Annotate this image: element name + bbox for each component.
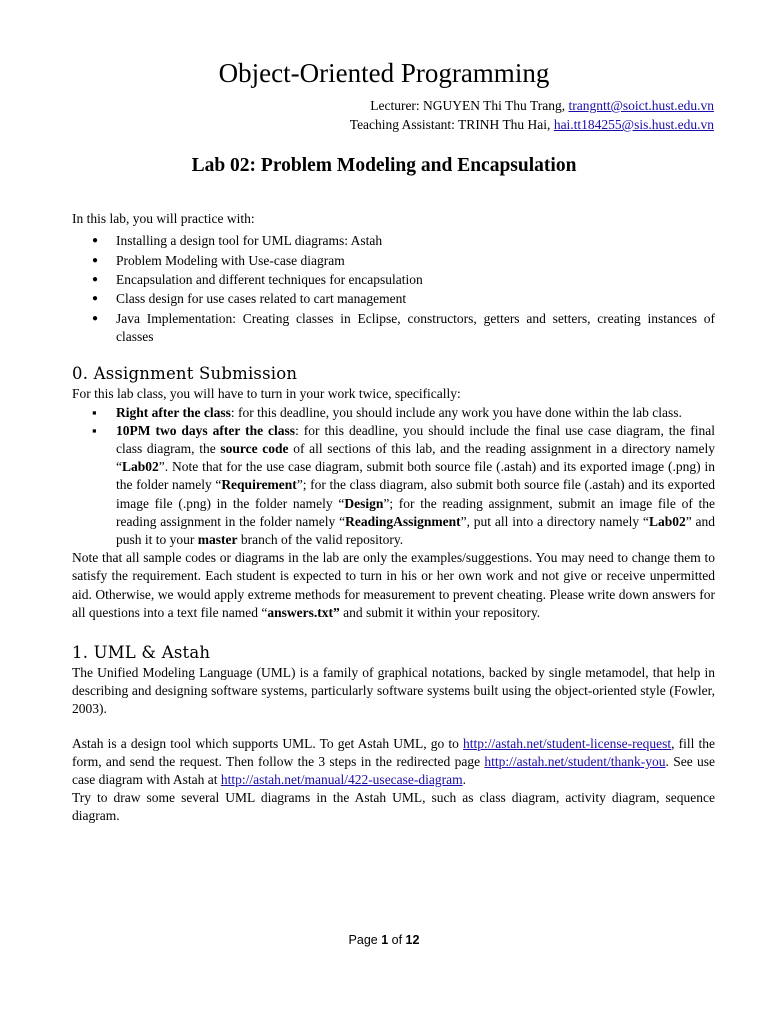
text: of all sections of this lab, and the reading assignment in a directory namely “ [116, 440, 716, 475]
text: and submit it within your repository. [339, 604, 541, 620]
usecase-manual-link[interactable]: http://astah.net/manual/422-usecase-diagram [220, 772, 463, 788]
list-item: ● Installing a design tool for UML diagrams: Astah [72, 232, 715, 250]
text: . See use case diagram with Astah at [72, 753, 715, 788]
author-block [350, 96, 714, 134]
list-item: ● Java Implementation: Creating classes in Eclipse, constructors, getters and setters, creating instances of classes [72, 310, 715, 346]
text: , fill the form, and send the request. Then follow the 3 steps in the redirected page [72, 735, 715, 769]
uml-paragraph: The Unified Modeling Language (UML) is a family of graphical notations, backed by single metamodel, that help in describing and designing software systems, particularly software systems built using the object-oriented style (Fowler, 2003). [72, 665, 715, 717]
text: master [197, 531, 238, 547]
section-0-heading: 0. Assignment Submission [72, 364, 298, 384]
list-item [72, 422, 715, 549]
lab-title: Lab 02: Problem Modeling and Encapsulation [191, 155, 577, 176]
page-total: 12 [405, 933, 420, 947]
deadline-1-text: : for this deadline, you should include any work you have done within the lab class. [230, 404, 682, 420]
page-word: Page [348, 933, 382, 947]
text: ReadingAssignment [345, 513, 461, 529]
ta-email-link[interactable]: hai.tt184255@sis.hust.edu.vn [553, 117, 714, 132]
section-0-lead: For this lab class, you will have to turn in your work twice, specifically: [72, 386, 461, 402]
of-word: of [388, 933, 406, 947]
text: Astah is a design tool which supports UML. To get Astah UML, go to [72, 735, 464, 751]
text: branch of the valid repository. [237, 531, 404, 547]
text: source code [220, 440, 289, 456]
try-paragraph: Try to draw some several UML diagrams in the Astah UML, such as class diagram, activity diagram, sequence diagram. [72, 790, 715, 824]
list-item: ● Problem Modeling with Use-case diagram [72, 252, 715, 270]
ta-line [350, 115, 714, 134]
page-number: 1 [381, 933, 389, 947]
text: ”; for the class diagram, also submit both source file (.astah) and its exported image file (.png) in the folder namely “ [116, 477, 715, 511]
page-footer [0, 933, 768, 947]
deadline-2-label: 10PM two days after the class [116, 422, 296, 438]
answers-file-name: answers.txt” [267, 604, 340, 620]
list-item: ● Class design for use cases related to cart management [72, 290, 715, 308]
thank-you-link[interactable]: http://astah.net/student/thank-you [484, 753, 666, 769]
intro-list [72, 232, 715, 346]
text: Design [344, 495, 384, 511]
intro-lead: In this lab, you will practice with: [72, 211, 255, 226]
text: Note that all sample codes or diagrams in the lab are only the examples/suggestions. You may need to change them to satisfy the requirement. Each student is expected to turn in his or her own work and not give or receive unpermitted aid. Otherwise, we would apply extreme methods for measurement to prevent cheating. Please write down answers for all questions into a text file named “ [72, 550, 715, 620]
student-license-link[interactable]: http://astah.net/student-license-request [463, 735, 672, 751]
text: ”, put all into a directory namely “ [460, 513, 649, 529]
text: Lab02 [122, 459, 159, 475]
astah-paragraph [72, 735, 715, 790]
document-title: Object-Oriented Programming [218, 58, 550, 88]
text: . [462, 772, 467, 788]
lecturer-line [350, 96, 714, 115]
text: Lab02 [648, 513, 686, 529]
ta-label: Teaching Assistant: TRINH Thu Hai, [349, 117, 551, 132]
text: ”. Note that for the use case diagram, submit both source file (.astah) and its exported image (.png) in the folder namely “ [116, 459, 715, 493]
list-item [72, 404, 715, 422]
note-paragraph [72, 549, 715, 622]
lecturer-label: Lecturer: NGUYEN Thi Thu Trang, [370, 98, 566, 113]
text: ” and push it to your [116, 513, 716, 547]
text: : for this deadline, you should include the final use case diagram, the final class diagram, the [116, 422, 715, 456]
list-item: ● Encapsulation and different techniques for encapsulation [72, 271, 715, 289]
lecturer-email-link[interactable]: trangntt@soict.hust.edu.vn [568, 98, 714, 113]
document-body [72, 210, 715, 826]
section-1-heading: 1. UML & Astah [72, 643, 211, 662]
text: Requirement [221, 477, 297, 493]
text: ”; for the reading assignment, submit an image file of the reading assignment in the folder namely “ [116, 495, 715, 529]
submission-list [72, 404, 715, 550]
deadline-1-label: Right after the class [116, 404, 231, 420]
